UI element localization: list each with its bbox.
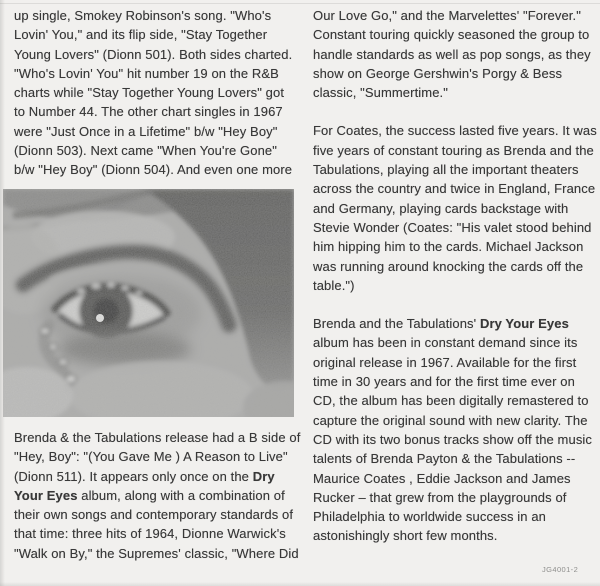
text-line: Rucker – that grew from the playgrounds of: [313, 489, 567, 505]
eye-photo: [3, 189, 294, 417]
text-line: capture the original sound with new clarity. The: [313, 412, 588, 428]
text-line: Maurice Coates , Eddie Jackson and James: [313, 470, 571, 486]
text-line: Constant touring quickly seasoned the group to: [313, 27, 590, 43]
text-line: "Who's Lovin' You" hit number 19 on the R&B: [14, 65, 279, 81]
text-line: was running around knocking the cards off the: [313, 258, 584, 274]
text-line: b/w "Hey Boy" (Dionn 504). And even one more: [14, 162, 293, 178]
paragraph-right-2: [313, 121, 600, 295]
text-line: show on George Gershwin's Porgy & Bess: [313, 65, 563, 81]
text-line: Tabulations, playing all the important theaters: [313, 162, 579, 178]
text-line: CD, the album has been digitally remastered to: [313, 393, 589, 409]
text-line: across the country and twice in England, France: [313, 181, 596, 197]
scan-edge-bottom: [0, 582, 600, 586]
paragraph-left-top: [14, 6, 298, 180]
text-line: table."): [313, 277, 355, 293]
text-line: that time: three hits of 1964, Dionne Warwick's: [14, 526, 286, 542]
text-line: were "Just Once in a Lifetime" b/w "Hey Boy": [14, 123, 278, 139]
text-line: talents of Brenda Payton & the Tabulations --: [313, 451, 576, 467]
text-line: CD with its two bonus tracks show off the music: [313, 431, 593, 447]
text-line: to Number 44. The other chart singles in 1967: [14, 104, 283, 120]
text-line: (Dionn 503). Next came "When You're Gone": [14, 143, 277, 159]
eye-photo-graphic: [3, 189, 294, 417]
text-line: Brenda and the Tabulations' Dry Your Eyes: [313, 316, 569, 332]
text-line: their own songs and contemporary standards of: [14, 507, 294, 523]
text-line: original release in 1967. Available for the first: [313, 354, 577, 370]
text-line: time in 30 years and for the first time ever on: [313, 374, 575, 390]
text-line: For Coates, the success lasted five years. It was: [313, 123, 597, 139]
text-line: Our Love Go," and the Marvelettes' "Forever.": [313, 8, 581, 23]
text-line: Stevie Wonder (Coates: "His valet stood behind: [313, 219, 592, 235]
text-line: "Hey, Boy": "(You Gave Me ) A Reason to Live": [14, 449, 288, 465]
text-line: Brenda & the Tabulations release had a B side of: [14, 430, 301, 445]
text-line: five years of constant touring as Brenda and the: [313, 142, 594, 158]
text-line: charts while "Stay Together Young Lovers" got: [14, 85, 285, 101]
text-line: (Dionn 511). It appears only once on the Dry: [14, 468, 275, 484]
right-column: [313, 6, 600, 565]
scan-edge-top: [0, 3, 600, 4]
text-line: album has been in constant demand since its: [313, 335, 578, 351]
paragraph-right-3: [313, 314, 600, 546]
text-line: him hipping him to the cards. Michael Jackson: [313, 239, 584, 255]
text-line: Young Lovers" (Dionn 501). Both sides charted.: [14, 46, 293, 62]
text-line: classic, "Summertime.": [313, 85, 448, 101]
text-line: astonishingly short few months.: [313, 528, 498, 544]
paragraph-right-1: [313, 6, 600, 102]
text-line: Lovin' You," and its flip side, "Stay Together: [14, 27, 268, 43]
text-line: Philadelphia to worldwide success in an: [313, 509, 546, 525]
text-line: and Germany, playing cards backstage with: [313, 200, 569, 216]
text-line: "Walk on By," the Supremes' classic, "Where Did: [14, 545, 299, 561]
catalog-number: JG4001-2: [542, 565, 579, 574]
text-line: Your Eyes album, along with a combination of: [14, 487, 285, 503]
paragraph-left-bottom: [14, 428, 301, 563]
text-line: handle standards as well as pop songs, as they: [313, 46, 591, 62]
text-line: up single, Smokey Robinson's song. "Who's: [14, 8, 272, 23]
